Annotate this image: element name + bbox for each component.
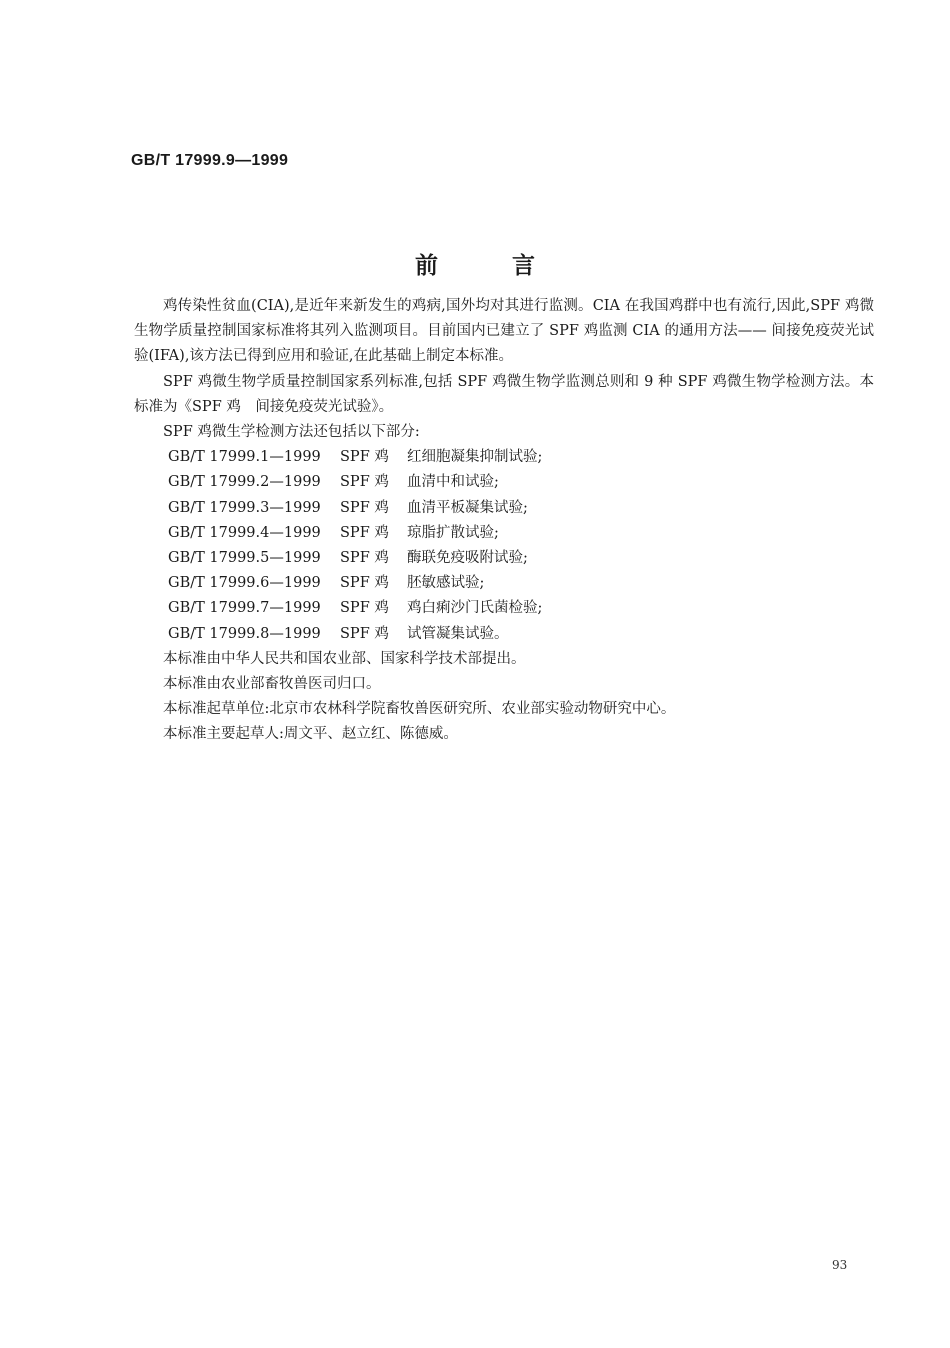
page-number: 93: [832, 1258, 848, 1272]
part-species: SPF 鸡: [340, 524, 389, 541]
part-name: 红细胞凝集抑制试验;: [407, 449, 543, 466]
document-body: [134, 294, 874, 748]
part-species: SPF 鸡: [340, 474, 389, 491]
list-item: [168, 596, 874, 621]
list-item: [168, 521, 874, 546]
part-code: GB/T 17999.2—1999: [168, 474, 321, 491]
part-species: SPF 鸡: [340, 625, 389, 642]
list-item: [168, 546, 874, 571]
list-item: [168, 445, 874, 470]
part-species: SPF 鸡: [340, 600, 389, 617]
part-code: GB/T 17999.4—1999: [168, 524, 321, 541]
administration-statement: 本标准由农业部畜牧兽医司归口。: [163, 675, 381, 692]
part-code: GB/T 17999.5—1999: [168, 549, 321, 566]
list-item: [168, 571, 874, 596]
part-code: GB/T 17999.6—1999: [168, 575, 321, 592]
paragraph-parts-intro: SPF 鸡微生学检测方法还包括以下部分:: [163, 424, 420, 441]
standard-number: GB/T 17999.9—1999: [131, 152, 289, 169]
part-name: 酶联免疫吸附试验;: [407, 549, 528, 566]
paragraph-background: 鸡传染性贫血(CIA),是近年来新发生的鸡病,国外均对其进行监测。CIA 在我国鸡群中也有流行,因此,SPF 鸡微生物学质量控制国家标准将其列入监测项目。目前国内已建立了 SPF 鸡监测 CIA 的通用方法—— 间接免疫荧光试验(IFA),该方法已得到应用和验证,在此基础上制定本标准。: [134, 298, 874, 365]
part-name: 试管凝集试验。: [407, 625, 509, 642]
paragraph-series: SPF 鸡微生物学质量控制国家系列标准,包括 SPF 鸡微生物学监测总则和 9 种 SPF 鸡微生物学检测方法。本标准为《SPF 鸡 间接免疫荧光试验》。: [134, 373, 874, 415]
part-name: 血清平板凝集试验;: [407, 499, 528, 516]
page-title: 前言: [415, 253, 609, 279]
part-code: GB/T 17999.8—1999: [168, 625, 321, 642]
part-code: GB/T 17999.1—1999: [168, 449, 321, 466]
part-name: 琼脂扩散试验;: [407, 524, 499, 541]
proposer-statement: 本标准由中华人民共和国农业部、国家科学技术部提出。: [163, 650, 526, 667]
drafters-statement: 本标准主要起草人:周文平、赵立红、陈德威。: [163, 726, 458, 743]
part-name: 血清中和试验;: [407, 474, 499, 491]
list-item: [168, 622, 874, 647]
part-code: GB/T 17999.7—1999: [168, 600, 321, 617]
drafting-unit-statement: 本标准起草单位:北京市农林科学院畜牧兽医研究所、农业部实验动物研究中心。: [163, 701, 676, 718]
parts-list: [134, 445, 874, 647]
part-species: SPF 鸡: [340, 499, 389, 516]
part-name: 鸡白痢沙门氏菌检验;: [407, 600, 543, 617]
part-species: SPF 鸡: [340, 575, 389, 592]
part-name: 胚敏感试验;: [407, 575, 485, 592]
part-species: SPF 鸡: [340, 449, 389, 466]
part-code: GB/T 17999.3—1999: [168, 499, 321, 516]
part-species: SPF 鸡: [340, 549, 389, 566]
list-item: [168, 496, 874, 521]
list-item: [168, 470, 874, 495]
